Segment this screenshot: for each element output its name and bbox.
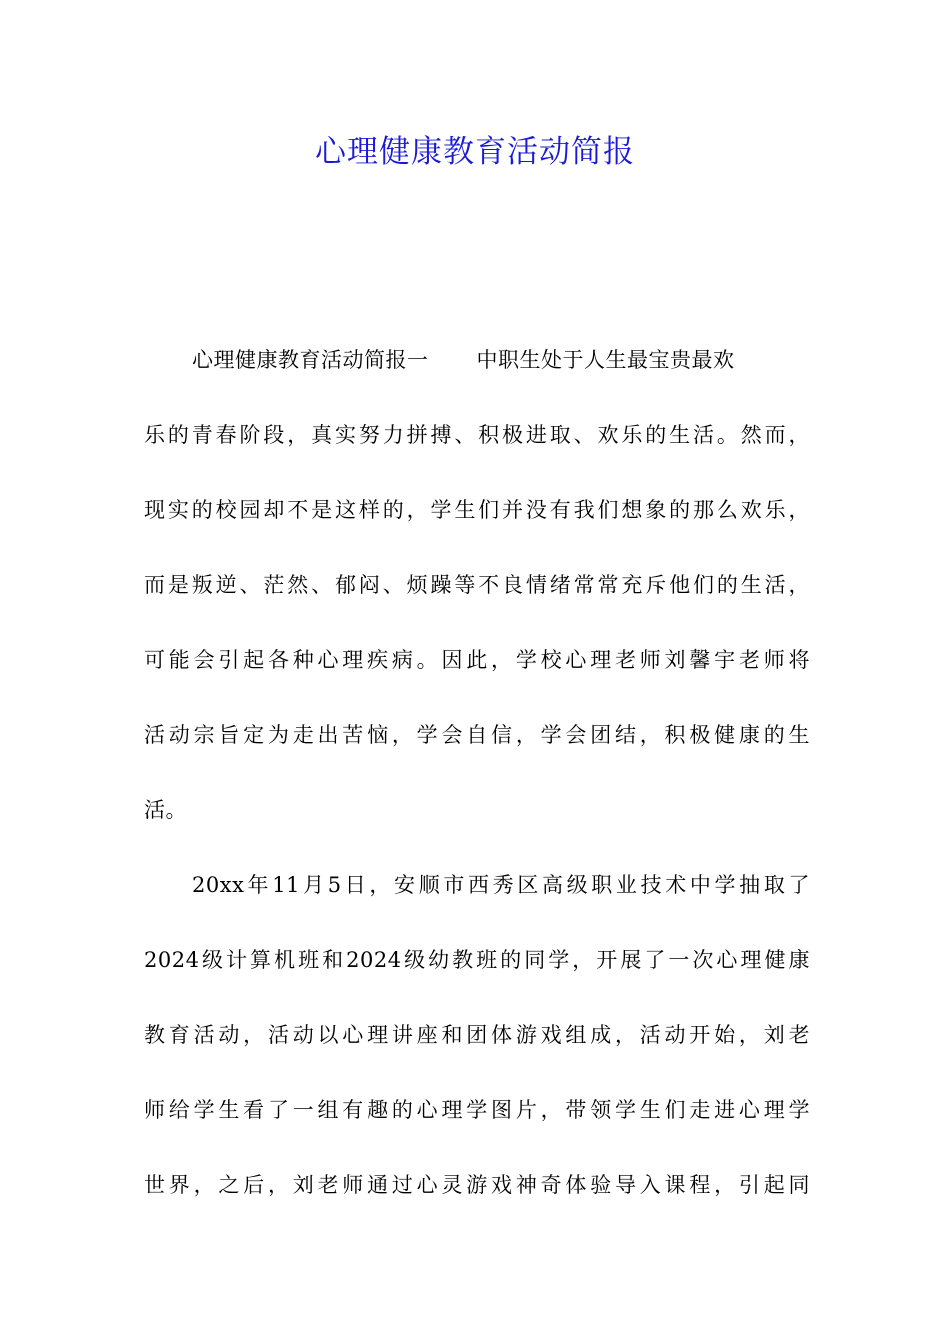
- paragraph-1-line-4: 而是叛逆、茫然、郁闷、烦躁等不良情绪常常充斥他们的生活，: [144, 573, 810, 597]
- paragraph-2-line-1: 20xx年11月5日，安顺市西秀区高级职业技术中学抽取了: [192, 873, 810, 897]
- paragraph-1-text: 中职生处于人生最宝贵最欢: [476, 348, 735, 372]
- paragraph-1-line-1: [144, 340, 735, 380]
- paragraph-1-line-6: 活动宗旨定为走出苦恼，学会自信，学会团结，积极健康的生: [144, 723, 810, 747]
- paragraph-2-line-5: 世界，之后，刘老师通过心灵游戏神奇体验导入课程，引起同: [144, 1173, 810, 1197]
- paragraph-1-line-5: 可能会引起各种心理疾病。因此，学校心理老师刘馨宇老师将: [144, 648, 810, 672]
- paragraph-1-line-7: 活。: [144, 798, 187, 822]
- paragraph-2-line-2: 2024级计算机班和2024级幼教班的同学，开展了一次心理健康: [144, 948, 810, 972]
- paragraph-1-line-3: 现实的校园却不是这样的，学生们并没有我们想象的那么欢乐，: [144, 498, 810, 522]
- document-title: 心理健康教育活动简报: [315, 134, 635, 170]
- paragraph-2-line-4: 师给学生看了一组有趣的心理学图片，带领学生们走进心理学: [144, 1098, 810, 1122]
- paragraph-1-heading: 心理健康教育活动简报一: [192, 348, 429, 372]
- paragraph-2-line-3: 教育活动，活动以心理讲座和团体游戏组成，活动开始，刘老: [144, 1023, 810, 1047]
- paragraph-1-line-2: 乐的青春阶段，真实努力拼搏、积极进取、欢乐的生活。然而，: [144, 423, 810, 447]
